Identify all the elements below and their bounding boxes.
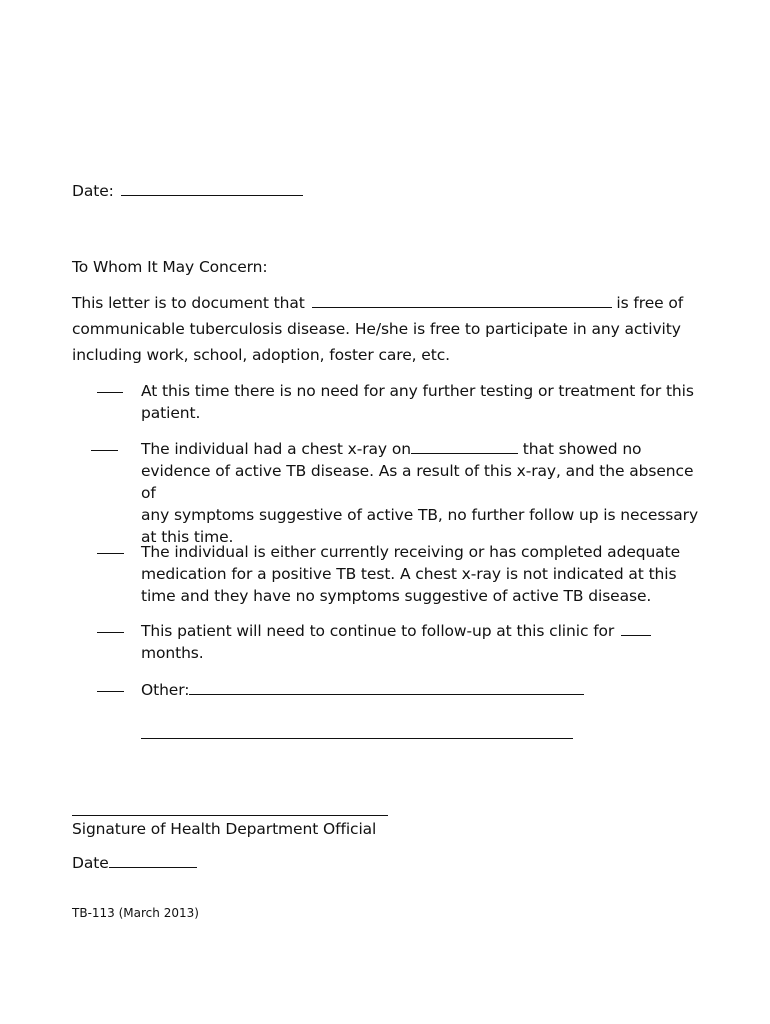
followup-months-field[interactable]	[621, 620, 651, 636]
option-3-line-2: medication for a positive TB test. A chest x-ray is not indicated at this	[141, 565, 677, 583]
intro-line-3: including work, school, adoption, foster care, etc.	[72, 346, 450, 364]
intro-line-2: communicable tuberculosis disease. He/she is free to participate in any activity	[72, 320, 681, 338]
option-2-suffix: that showed no	[522, 440, 642, 458]
option-4-line-2: months.	[141, 644, 204, 662]
option-2-line-2: evidence of active TB disease. As a result of this x-ray, and the absence of	[141, 462, 694, 502]
option-1-line-1: At this time there is no need for any further testing or treatment for this	[141, 382, 694, 400]
other-field-continuation[interactable]	[141, 738, 573, 739]
date-label: Date:	[72, 182, 114, 200]
option-1-text	[141, 380, 711, 424]
signature-date-label: Date	[72, 854, 109, 872]
signature-date-field[interactable]	[109, 852, 197, 868]
patient-name-field[interactable]	[312, 292, 612, 308]
option-4-checkbox-line[interactable]	[97, 632, 124, 633]
option-3-line-1: The individual is either currently receiving or has completed adequate	[141, 543, 681, 561]
date-field[interactable]	[121, 180, 303, 196]
signature-date-row	[72, 852, 197, 874]
option-4-prefix: This patient will need to continue to follow-up at this clinic for	[141, 622, 615, 640]
option-3-line-3: time and they have no symptoms suggestive of active TB disease.	[141, 587, 652, 605]
option-1-checkbox-line[interactable]	[97, 392, 123, 393]
option-1-line-2: patient.	[141, 404, 201, 422]
option-3-checkbox-line[interactable]	[97, 553, 124, 554]
signature-label: Signature of Health Department Official	[72, 820, 377, 838]
xray-date-field[interactable]	[411, 438, 518, 454]
form-id: TB-113 (March 2013)	[72, 906, 199, 920]
option-2-checkbox-line[interactable]	[91, 450, 118, 451]
intro-line-1	[72, 292, 683, 314]
option-2-line-3: any symptoms suggestive of active TB, no further follow up is necessary	[141, 506, 699, 524]
date-row	[72, 180, 303, 202]
option-5-text	[141, 679, 711, 701]
option-2-line-1	[141, 438, 711, 460]
option-5-checkbox-line[interactable]	[97, 691, 124, 692]
other-row	[141, 679, 711, 701]
option-2-line-4: at this time.	[141, 528, 234, 546]
option-2-prefix: The individual had a chest x-ray on	[141, 440, 411, 458]
other-label: Other:	[141, 681, 190, 699]
intro-prefix: This letter is to document that	[72, 294, 305, 312]
option-4-text	[141, 620, 711, 664]
option-2-text	[141, 438, 711, 548]
intro-suffix: is free of	[616, 294, 684, 312]
signature-line[interactable]	[72, 815, 388, 816]
option-4-line-1	[141, 620, 711, 642]
salutation: To Whom It May Concern:	[72, 258, 268, 276]
other-field[interactable]	[189, 679, 584, 695]
option-3-text	[141, 541, 711, 607]
